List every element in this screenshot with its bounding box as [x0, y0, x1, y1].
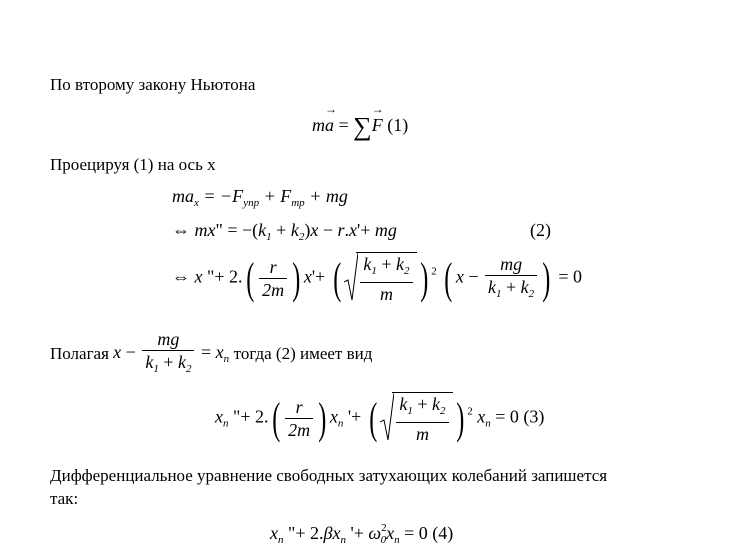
- diff-text-line2: так:: [50, 489, 79, 508]
- eq3-label: = 0 (3): [495, 406, 545, 427]
- substitution: x − $\frac{mg}{k_1 + k_2}$ = $x_n$: [113, 329, 230, 375]
- eq1-label: (1): [387, 115, 409, 135]
- equation-newton: m→ a = ∑→ F (1): [312, 112, 408, 142]
- intro-text: По второму закону Ньютона: [50, 75, 256, 94]
- eq2-label: (2): [530, 220, 551, 240]
- equation-projection: $ma_x = -F_{упр} + F_{тр}$ + mg: [172, 186, 348, 209]
- polagaya-text: Полагая: [50, 344, 109, 363]
- equation-2: ⇔ mx" = $-(k_1 + k_2)x - r.x'+$ mg: [172, 220, 397, 243]
- polagaya-line: [50, 328, 372, 380]
- togda-text: тогда (2) имеет вид: [233, 344, 373, 363]
- equation-3: $x_n$ "+ 2.( $\frac{r}{2m}$ ) $x_n$ '+ ( $\frac{k_1 + k_2}{m}$ ) $^2$ $x_n = 0$ (3): [215, 393, 545, 444]
- diff-text-line1: Дифференциальное уравнение свободных затухающих колебаний запишется: [50, 466, 608, 485]
- equation-4: $x_n$ "+ $2.\beta x_n$ '+ $\omega^2_0x_n = 0$ (4): [270, 522, 454, 546]
- eq4-label: = 0 (4): [404, 523, 454, 543]
- projection-text: Проецируя (1) на ось x: [50, 155, 216, 174]
- equation-2-normalized: ⇔ x "+ 2.( $\frac{r}{2m}$ ) x'+ ( $\frac{k_1 + k_2}{m}$ ) $^2$ ( x − $\frac{mg}{k_1 + k_2}$ ) = 0: [172, 253, 582, 304]
